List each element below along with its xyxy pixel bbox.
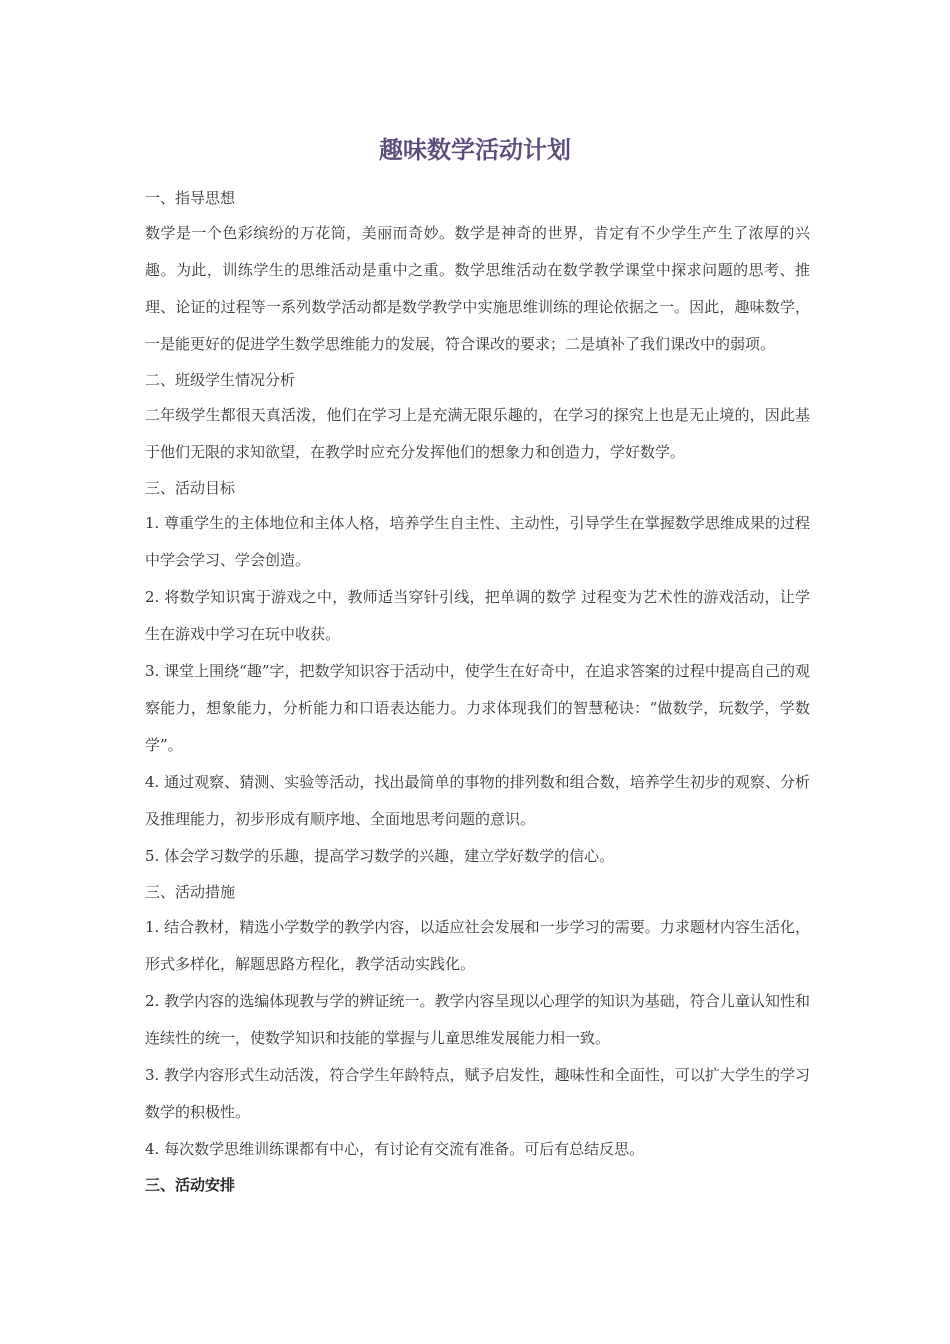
paragraph-guiding-thought: 数学是一个色彩缤纷的万花筒，美丽而奇妙。数学是神奇的世界，肯定有不少学生产生了浓厚的兴趣。为此，训练学生的思维活动是重中之重。数学思维活动在数学教学课堂中探求问题的思考、推理、论证的过程等一系列数学活动都是数学教学中实施思维训练的理论依据之一。因此，趣味数学，一是能更好的促进学生数学思维能力的发展，符合课改的要求；二是填补了我们课改中的弱项。 bbox=[145, 224, 810, 353]
list-item: 3. 课堂上围绕“趣”字，把数学知识容于活动中，使学生在好奇中，在追求答案的过程中提高自己的观察能力，想象能力，分析能力和口语表达能力。力求体现我们的智慧秘诀：“做数学，玩数学，学数学”。 bbox=[145, 662, 810, 754]
section-heading-guiding-thought: 一、指导思想 bbox=[145, 189, 236, 207]
list-item: 4. 通过观察、猜测、实验等活动，找出最简单的事物的排列数和组合数，培养学生初步的观察、分析及推理能力，初步形成有顺序地、全面地思考问题的意识。 bbox=[145, 773, 810, 828]
list-item: 4. 每次数学思维训练课都有中心，有讨论有交流有准备。可后有总结反思。 bbox=[145, 1140, 645, 1158]
list-item: 2. 将数学知识寓于游戏之中，教师适当穿针引线，把单调的数学 过程变为艺术性的游戏活动，让学生在游戏中学习在玩中收获。 bbox=[145, 588, 810, 643]
list-item: 2. 教学内容的选编体现教与学的辨证统一。教学内容呈现以心理学的知识为基础，符合儿童认知性和连续性的统一，使数学知识和技能的掌握与儿童思维发展能力相一致。 bbox=[145, 992, 810, 1047]
document-body bbox=[145, 181, 810, 1202]
list-item: 5. 体会学习数学的乐趣，提高学习数学的兴趣，建立学好数学的信心。 bbox=[145, 847, 615, 865]
section-heading-activity-goals: 三、活动目标 bbox=[145, 479, 236, 497]
section-heading-activity-measures: 三、活动措施 bbox=[145, 883, 236, 901]
paragraph-class-analysis: 二年级学生都很天真活泼，他们在学习上是充满无限乐趣的，在学习的探究上也是无止境的，因此基于他们无限的求知欲望，在教学时应充分发挥他们的想象力和创造力，学好数学。 bbox=[145, 406, 810, 461]
list-item: 1. 结合教材，精选小学数学的教学内容，以适应社会发展和一步学习的需要。力求题材内容生活化，形式多样化，解题思路方程化，教学活动实践化。 bbox=[145, 918, 810, 973]
section-heading-activity-schedule: 三、活动安排 bbox=[145, 1176, 236, 1194]
list-item: 3. 教学内容形式生动活泼，符合学生年龄特点，赋予启发性，趣味性和全面性，可以扩大学生的学习数学的积极性。 bbox=[145, 1066, 810, 1121]
list-item: 1. 尊重学生的主体地位和主体人格，培养学生自主性、主动性，引导学生在掌握数学思维成果的过程中学会学习、学会创造。 bbox=[145, 514, 810, 569]
page-title: 趣味数学活动计划 bbox=[379, 135, 571, 164]
section-heading-class-analysis: 二、班级学生情况分析 bbox=[145, 371, 296, 389]
